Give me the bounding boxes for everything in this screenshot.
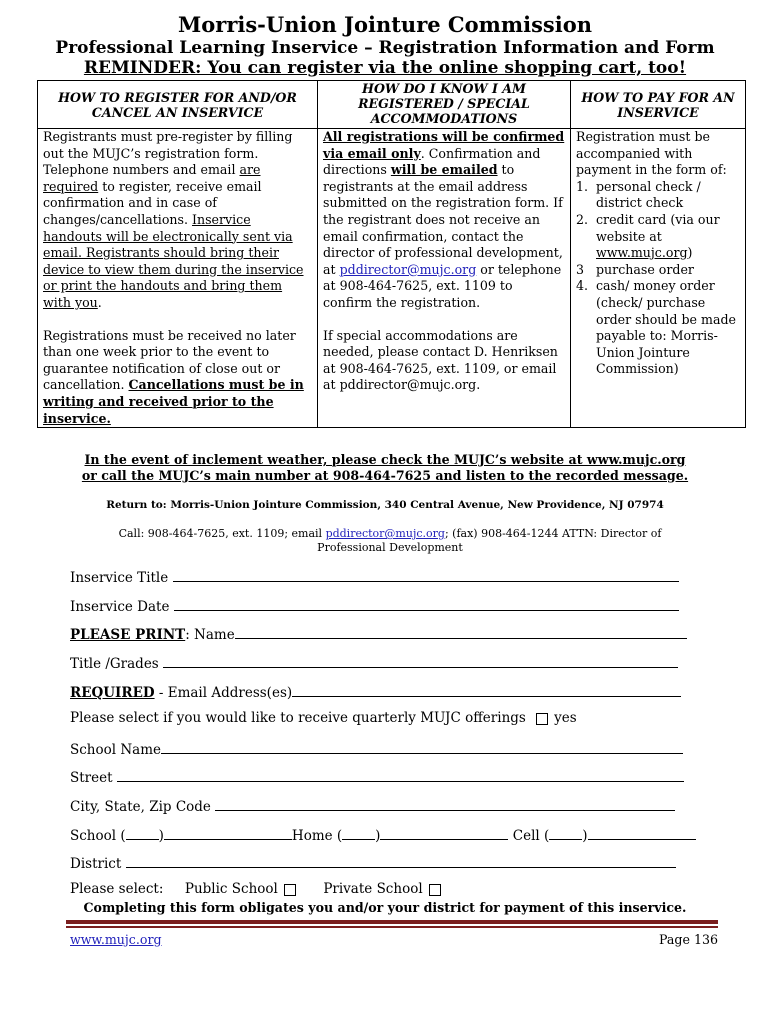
name-row: PLEASE PRINT: Name xyxy=(70,626,687,643)
district-field[interactable] xyxy=(126,855,676,868)
accommodations-paragraph: If special accommodations are needed, please contact D. Henriksen at 908-464-7625, ext. 1109, or email at pddirector@mujc.org. xyxy=(323,327,558,393)
pddirector-email-link[interactable]: pddirector@mujc.org xyxy=(339,261,477,277)
inservice-title-field[interactable] xyxy=(173,569,679,582)
title-grades-field[interactable] xyxy=(163,655,678,668)
payment-list xyxy=(576,179,740,378)
col3-body xyxy=(571,129,746,428)
inservice-date-row: Inservice Date xyxy=(70,598,679,615)
home-area-code-field[interactable] xyxy=(342,827,375,840)
phone-row: School ( ) Home ( ) Cell ( ) xyxy=(70,827,696,844)
payment-item: 4. cash/ money order (check/ purchase order should be made payable to: Morris-Union Jointure Commission) xyxy=(576,278,736,377)
col3-header: HOW TO PAY FOR AN INSERVICE xyxy=(571,81,746,129)
street-field[interactable] xyxy=(117,769,684,782)
payment-item: 1. personal check / district check xyxy=(576,178,701,211)
payment-item: 3 purchase order xyxy=(576,261,694,277)
page-title: Morris-Union Jointure Commission xyxy=(178,12,592,37)
city-row: City, State, Zip Code xyxy=(70,798,675,815)
private-school-checkbox[interactable] xyxy=(429,884,441,896)
title-grades-row: Title /Grades xyxy=(70,655,678,672)
payment-item: 2. credit card (via our website at www.mujc.org) xyxy=(576,211,720,261)
school-name-field[interactable] xyxy=(161,741,683,754)
email-field[interactable] xyxy=(292,684,681,697)
footer-website-link[interactable]: www.mujc.org xyxy=(70,932,162,947)
name-field[interactable] xyxy=(235,626,687,639)
col2-body xyxy=(318,129,571,428)
inservice-title-row: Inservice Title xyxy=(70,569,679,586)
col2-header: HOW DO I KNOW I AM REGISTERED / SPECIAL ACCOMMODATIONS xyxy=(318,81,571,129)
footer-divider xyxy=(66,920,718,924)
school-area-code-field[interactable] xyxy=(126,827,159,840)
inservice-date-field[interactable] xyxy=(174,598,679,611)
return-address: Return to: Morris-Union Jointure Commission, 340 Central Avenue, New Providence, NJ 07974 xyxy=(106,499,664,511)
school-type-row: Please select: Public School Private School xyxy=(70,881,447,897)
cell-area-code-field[interactable] xyxy=(549,827,582,840)
city-state-zip-field[interactable] xyxy=(215,798,675,811)
page-number: Page 136 xyxy=(659,932,718,947)
col1-header: HOW TO REGISTER FOR AND/OR CANCEL AN INSERVICE xyxy=(38,81,318,129)
footer-divider-thin xyxy=(66,926,718,928)
cell-phone-field[interactable] xyxy=(588,827,696,840)
obligation-notice: Completing this form obligates you and/or your district for payment of this inservice. xyxy=(83,900,687,915)
contact-email-link[interactable]: pddirector@mujc.org xyxy=(325,527,445,540)
info-table xyxy=(37,80,746,428)
home-phone-field[interactable] xyxy=(380,827,508,840)
mujc-website-link[interactable]: www.mujc.org xyxy=(596,245,688,261)
email-row: REQUIRED - Email Address(es) xyxy=(70,684,681,701)
district-row: District xyxy=(70,855,676,872)
contact-info: Call: 908-464-7625, ext. 1109; email pddirector@mujc.org; (fax) 908-464-1244 ATTN: Director of Professional Development xyxy=(118,527,662,554)
register-paragraph: Registrants must pre-register by filling out the MUJC’s registration form. Telephone numbers and email are required to register, receive email confirmation and in case of changes/cancellations. Inservice handouts will be electronically sent via email. Registrants should bring their device to view them during the inservice or print the handouts and bring them with you. xyxy=(43,129,304,310)
school-name-row: School Name xyxy=(70,741,683,758)
page-subtitle: Professional Learning Inservice – Registration Information and Form xyxy=(55,38,715,58)
public-school-checkbox[interactable] xyxy=(284,884,296,896)
quarterly-row: Please select if you would like to receive quarterly MUJC offerings yes xyxy=(70,710,577,726)
confirmation-paragraph: All registrations will be confirmed via email only. Confirmation and directions will be emailed to registrants at the email address submitted on the registration form. If the registrant does not receive an email confirmation, contact the director of professional development, at pddirector@mujc.org or telephone at 908-464-7625, ext. 1109 to confirm the registration. xyxy=(323,129,565,310)
street-row: Street xyxy=(70,769,684,786)
deadline-paragraph: Registrations must be received no later than one week prior to the event to guarantee notification of close out or cancellation. Cancellations must be in writing and received prior to the inservice. xyxy=(43,327,304,426)
school-phone-field[interactable] xyxy=(164,827,292,840)
payment-intro: Registration must be accompanied with payment in the form of: xyxy=(576,129,727,178)
weather-notice: In the event of inclement weather, please check the MUJC’s website at www.mujc.org or call the MUJC’s main number at 908-464-7625 and listen to the recorded message. xyxy=(81,452,689,483)
reminder-heading: REMINDER: You can register via the online shopping cart, too! xyxy=(83,58,687,78)
col1-body xyxy=(38,129,318,428)
quarterly-yes-checkbox[interactable] xyxy=(536,713,548,725)
